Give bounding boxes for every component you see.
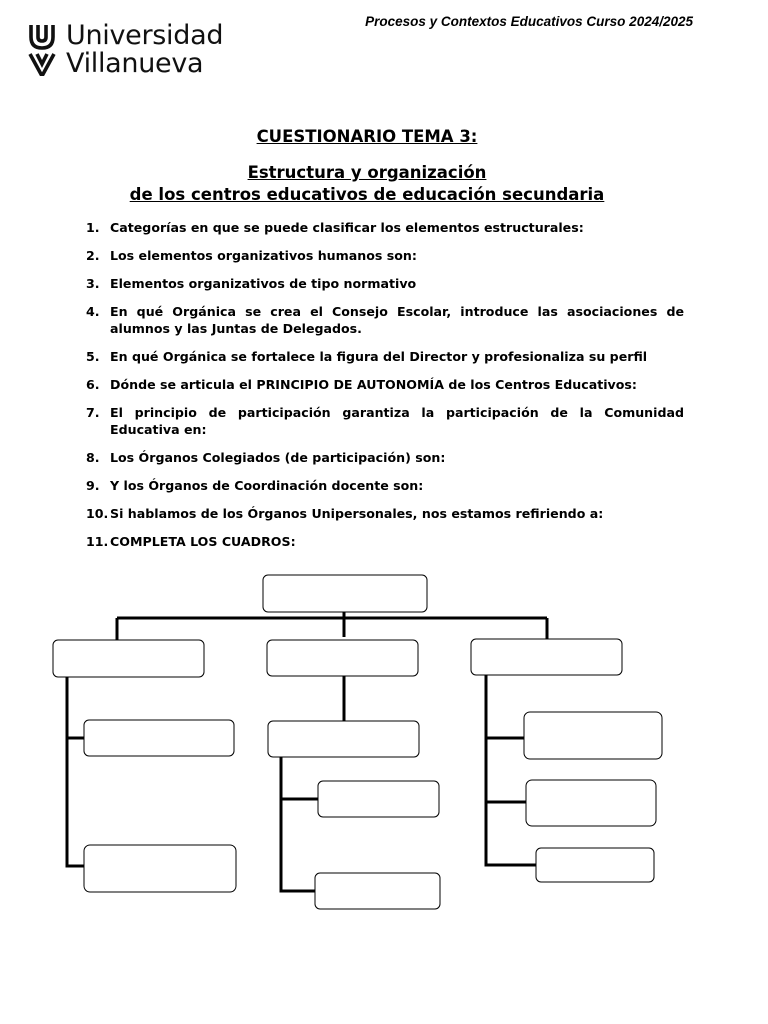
connector-line [281,757,315,891]
question-text: Si hablamos de los Órganos Unipersonales, nos estamos refiriendo a: [110,506,604,521]
question-text: Y los Órganos de Coordinación docente son: [110,478,424,493]
diagram-box-center[interactable] [267,640,418,676]
question-number: 1. [86,220,100,235]
question-text: Los Órganos Colegiados (de participación) son: [110,450,446,465]
question-number: 6. [86,377,100,392]
question-number: 5. [86,349,100,364]
subtitle-line-2: de los centros educativos de educación secundaria [129,185,605,204]
course-header: Procesos y Contextos Educativos Curso 2024/2025 [365,14,693,29]
question-text: Categorías en que se puede clasificar los elementos estructurales: [110,220,584,235]
question-number: 8. [86,450,100,465]
subtitle-line-1: Estructura y organización [247,163,487,182]
diagram-box-right[interactable] [471,639,622,675]
connector-line [486,675,536,865]
question-number: 4. [86,304,100,319]
logo-line-2: Villanueva [66,48,204,79]
question-text: Los elementos organizativos humanos son: [110,248,417,263]
connector-line [67,677,85,866]
logo-line-1: Universidad [66,20,224,51]
diagram-box-right-child-2[interactable] [526,780,656,826]
question-number: 11. [86,534,109,549]
diagram-box-left-child-1[interactable] [84,720,234,756]
diagram-box-right-child-1[interactable] [524,712,662,759]
question-text: COMPLETA LOS CUADROS: [110,534,296,549]
question-text: En qué Orgánica se crea el Consejo Escolar, introduce las asociaciones de alumnos y las Juntas de Delegados. [110,304,684,336]
question-number: 7. [86,405,100,420]
diagram-box-right-child-3[interactable] [536,848,654,882]
diagram-box-center-grandchild-2[interactable] [315,873,440,909]
question-number: 3. [86,276,100,291]
diagram-box-left-child-2[interactable] [84,845,236,892]
question-text: El principio de participación garantiza la participación de la Comunidad Educativa en: [110,405,684,437]
diagram-box-top[interactable] [263,575,427,612]
question-number: 2. [86,248,100,263]
diagram-box-left[interactable] [53,640,204,677]
question-text: Dónde se articula el PRINCIPIO DE AUTONOMÍA de los Centros Educativos: [110,377,637,392]
question-text: En qué Orgánica se fortalece la figura del Director y profesionaliza su perfil [110,349,648,364]
diagram-box-center-grandchild-1[interactable] [318,781,439,817]
document-title: CUESTIONARIO TEMA 3: [256,127,478,146]
question-number: 10. [86,506,109,521]
diagram-box-center-child[interactable] [268,721,419,757]
question-text: Elementos organizativos de tipo normativo [110,276,417,291]
question-number: 9. [86,478,100,493]
